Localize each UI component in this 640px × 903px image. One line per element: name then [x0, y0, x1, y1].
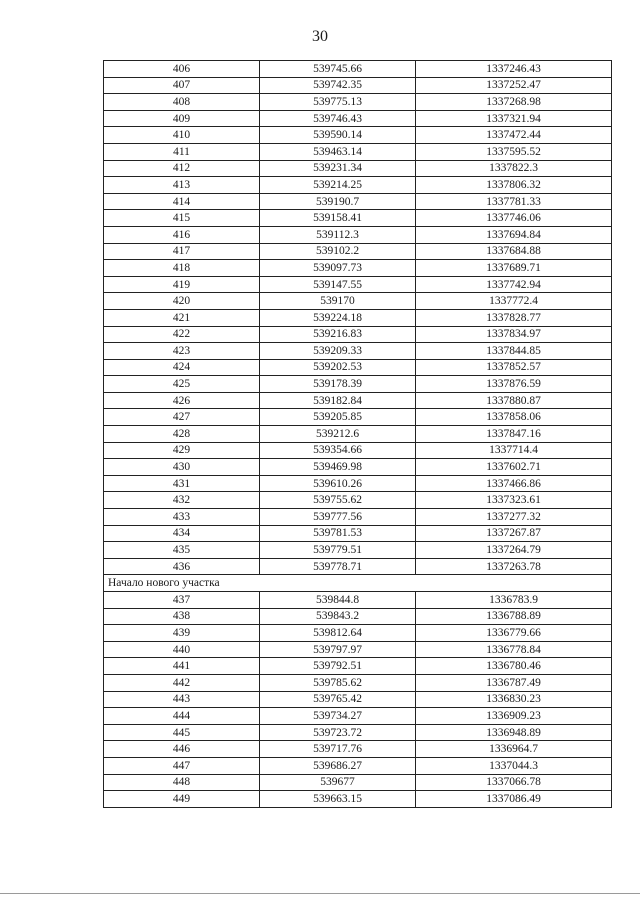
y-coordinate-cell: 1337689.71: [416, 260, 612, 277]
y-coordinate-cell: 1337772.4: [416, 293, 612, 310]
y-coordinate-cell: 1336909.23: [416, 708, 612, 725]
table-row: [104, 475, 612, 492]
table-row: [104, 724, 612, 741]
y-coordinate-cell: 1337746.06: [416, 210, 612, 227]
point-number-cell: 421: [104, 309, 260, 326]
table-row: [104, 658, 612, 675]
x-coordinate-cell: 539755.62: [260, 492, 416, 509]
y-coordinate-cell: 1337267.87: [416, 525, 612, 542]
point-number-cell: 443: [104, 691, 260, 708]
y-coordinate-cell: 1337684.88: [416, 243, 612, 260]
table-row: [104, 542, 612, 559]
point-number-cell: 412: [104, 160, 260, 177]
x-coordinate-cell: 539354.66: [260, 442, 416, 459]
y-coordinate-cell: 1337602.71: [416, 459, 612, 476]
point-number-cell: 415: [104, 210, 260, 227]
point-number-cell: 408: [104, 94, 260, 111]
table-row: [104, 127, 612, 144]
point-number-cell: 410: [104, 127, 260, 144]
point-number-cell: 433: [104, 509, 260, 526]
point-number-cell: 435: [104, 542, 260, 559]
table-row: [104, 426, 612, 443]
x-coordinate-cell: 539216.83: [260, 326, 416, 343]
point-number-cell: 418: [104, 260, 260, 277]
x-coordinate-cell: 539677: [260, 774, 416, 791]
x-coordinate-cell: 539178.39: [260, 376, 416, 393]
y-coordinate-cell: 1336830.23: [416, 691, 612, 708]
coordinates-table-body: [104, 61, 612, 808]
y-coordinate-cell: 1336778.84: [416, 641, 612, 658]
y-coordinate-cell: 1337806.32: [416, 177, 612, 194]
x-coordinate-cell: 539812.64: [260, 625, 416, 642]
table-row: [104, 177, 612, 194]
x-coordinate-cell: 539463.14: [260, 143, 416, 160]
table-row: [104, 509, 612, 526]
point-number-cell: 432: [104, 492, 260, 509]
table-row: [104, 608, 612, 625]
y-coordinate-cell: 1337246.43: [416, 61, 612, 78]
x-coordinate-cell: 539781.53: [260, 525, 416, 542]
x-coordinate-cell: 539686.27: [260, 757, 416, 774]
table-row: [104, 293, 612, 310]
y-coordinate-cell: 1337066.78: [416, 774, 612, 791]
x-coordinate-cell: 539779.51: [260, 542, 416, 559]
point-number-cell: 442: [104, 674, 260, 691]
point-number-cell: 422: [104, 326, 260, 343]
x-coordinate-cell: 539182.84: [260, 392, 416, 409]
table-row: [104, 625, 612, 642]
table-row: [104, 226, 612, 243]
table-row: [104, 525, 612, 542]
point-number-cell: 426: [104, 392, 260, 409]
section-label: Начало нового участка: [104, 575, 612, 592]
point-number-cell: 436: [104, 558, 260, 575]
x-coordinate-cell: 539190.7: [260, 193, 416, 210]
page-number: 30: [312, 28, 328, 45]
table-row: [104, 276, 612, 293]
point-number-cell: 441: [104, 658, 260, 675]
table-row: [104, 392, 612, 409]
point-number-cell: 407: [104, 77, 260, 94]
coordinates-table: [103, 60, 612, 808]
x-coordinate-cell: 539102.2: [260, 243, 416, 260]
point-number-cell: 414: [104, 193, 260, 210]
table-row: [104, 160, 612, 177]
table-row: [104, 674, 612, 691]
table-row: [104, 143, 612, 160]
table-row: [104, 343, 612, 360]
point-number-cell: 427: [104, 409, 260, 426]
y-coordinate-cell: 1337742.94: [416, 276, 612, 293]
table-row: [104, 260, 612, 277]
section-row: [104, 575, 612, 592]
y-coordinate-cell: 1337044.3: [416, 757, 612, 774]
y-coordinate-cell: 1337847.16: [416, 426, 612, 443]
point-number-cell: 431: [104, 475, 260, 492]
y-coordinate-cell: 1337086.49: [416, 791, 612, 808]
x-coordinate-cell: 539469.98: [260, 459, 416, 476]
point-number-cell: 445: [104, 724, 260, 741]
y-coordinate-cell: 1336948.89: [416, 724, 612, 741]
point-number-cell: 411: [104, 143, 260, 160]
table-row: [104, 376, 612, 393]
x-coordinate-cell: 539205.85: [260, 409, 416, 426]
table-row: [104, 757, 612, 774]
y-coordinate-cell: 1337844.85: [416, 343, 612, 360]
point-number-cell: 446: [104, 741, 260, 758]
y-coordinate-cell: 1337277.32: [416, 509, 612, 526]
x-coordinate-cell: 539777.56: [260, 509, 416, 526]
point-number-cell: 439: [104, 625, 260, 642]
point-number-cell: 416: [104, 226, 260, 243]
table-row: [104, 243, 612, 260]
x-coordinate-cell: 539792.51: [260, 658, 416, 675]
y-coordinate-cell: 1337880.87: [416, 392, 612, 409]
x-coordinate-cell: 539170: [260, 293, 416, 310]
table-row: [104, 492, 612, 509]
point-number-cell: 419: [104, 276, 260, 293]
point-number-cell: 429: [104, 442, 260, 459]
y-coordinate-cell: 1337595.52: [416, 143, 612, 160]
point-number-cell: 434: [104, 525, 260, 542]
table-row: [104, 210, 612, 227]
x-coordinate-cell: 539785.62: [260, 674, 416, 691]
x-coordinate-cell: 539610.26: [260, 475, 416, 492]
y-coordinate-cell: 1337694.84: [416, 226, 612, 243]
x-coordinate-cell: 539723.72: [260, 724, 416, 741]
table-row: [104, 459, 612, 476]
y-coordinate-cell: 1337321.94: [416, 110, 612, 127]
y-coordinate-cell: 1336783.9: [416, 592, 612, 609]
y-coordinate-cell: 1337268.98: [416, 94, 612, 111]
point-number-cell: 430: [104, 459, 260, 476]
y-coordinate-cell: 1336787.49: [416, 674, 612, 691]
x-coordinate-cell: 539765.42: [260, 691, 416, 708]
y-coordinate-cell: 1336779.66: [416, 625, 612, 642]
table-row: [104, 791, 612, 808]
x-coordinate-cell: 539147.55: [260, 276, 416, 293]
y-coordinate-cell: 1337834.97: [416, 326, 612, 343]
table-row: [104, 61, 612, 78]
table-row: [104, 309, 612, 326]
point-number-cell: 425: [104, 376, 260, 393]
table-row: [104, 641, 612, 658]
point-number-cell: 449: [104, 791, 260, 808]
y-coordinate-cell: 1337323.61: [416, 492, 612, 509]
x-coordinate-cell: 539112.3: [260, 226, 416, 243]
y-coordinate-cell: 1337714.4: [416, 442, 612, 459]
table-row: [104, 110, 612, 127]
table-row: [104, 592, 612, 609]
x-coordinate-cell: 539231.34: [260, 160, 416, 177]
y-coordinate-cell: 1336964.7: [416, 741, 612, 758]
point-number-cell: 424: [104, 359, 260, 376]
x-coordinate-cell: 539663.15: [260, 791, 416, 808]
point-number-cell: 423: [104, 343, 260, 360]
point-number-cell: 409: [104, 110, 260, 127]
table-row: [104, 359, 612, 376]
y-coordinate-cell: 1337822.3: [416, 160, 612, 177]
point-number-cell: 448: [104, 774, 260, 791]
x-coordinate-cell: 539209.33: [260, 343, 416, 360]
x-coordinate-cell: 539158.41: [260, 210, 416, 227]
y-coordinate-cell: 1336780.46: [416, 658, 612, 675]
point-number-cell: 440: [104, 641, 260, 658]
table-row: [104, 193, 612, 210]
point-number-cell: 417: [104, 243, 260, 260]
x-coordinate-cell: 539590.14: [260, 127, 416, 144]
y-coordinate-cell: 1337852.57: [416, 359, 612, 376]
x-coordinate-cell: 539775.13: [260, 94, 416, 111]
table-row: [104, 77, 612, 94]
table-row: [104, 442, 612, 459]
x-coordinate-cell: 539778.71: [260, 558, 416, 575]
x-coordinate-cell: 539214.25: [260, 177, 416, 194]
x-coordinate-cell: 539843.2: [260, 608, 416, 625]
y-coordinate-cell: 1337466.86: [416, 475, 612, 492]
x-coordinate-cell: 539734.27: [260, 708, 416, 725]
table-row: [104, 741, 612, 758]
x-coordinate-cell: 539844.8: [260, 592, 416, 609]
x-coordinate-cell: 539745.66: [260, 61, 416, 78]
x-coordinate-cell: 539224.18: [260, 309, 416, 326]
y-coordinate-cell: 1336788.89: [416, 608, 612, 625]
table-row: [104, 691, 612, 708]
page-bottom-rule: [0, 893, 640, 894]
y-coordinate-cell: 1337858.06: [416, 409, 612, 426]
point-number-cell: 420: [104, 293, 260, 310]
table-row: [104, 708, 612, 725]
y-coordinate-cell: 1337876.59: [416, 376, 612, 393]
point-number-cell: 438: [104, 608, 260, 625]
x-coordinate-cell: 539742.35: [260, 77, 416, 94]
y-coordinate-cell: 1337828.77: [416, 309, 612, 326]
y-coordinate-cell: 1337472.44: [416, 127, 612, 144]
x-coordinate-cell: 539717.76: [260, 741, 416, 758]
table-row: [104, 326, 612, 343]
y-coordinate-cell: 1337252.47: [416, 77, 612, 94]
y-coordinate-cell: 1337263.78: [416, 558, 612, 575]
point-number-cell: 413: [104, 177, 260, 194]
point-number-cell: 406: [104, 61, 260, 78]
x-coordinate-cell: 539202.53: [260, 359, 416, 376]
x-coordinate-cell: 539797.97: [260, 641, 416, 658]
point-number-cell: 437: [104, 592, 260, 609]
table-row: [104, 409, 612, 426]
y-coordinate-cell: 1337781.33: [416, 193, 612, 210]
point-number-cell: 428: [104, 426, 260, 443]
point-number-cell: 444: [104, 708, 260, 725]
table-row: [104, 774, 612, 791]
point-number-cell: 447: [104, 757, 260, 774]
x-coordinate-cell: 539097.73: [260, 260, 416, 277]
x-coordinate-cell: 539212.6: [260, 426, 416, 443]
y-coordinate-cell: 1337264.79: [416, 542, 612, 559]
table-row: [104, 94, 612, 111]
x-coordinate-cell: 539746.43: [260, 110, 416, 127]
table-row: [104, 558, 612, 575]
